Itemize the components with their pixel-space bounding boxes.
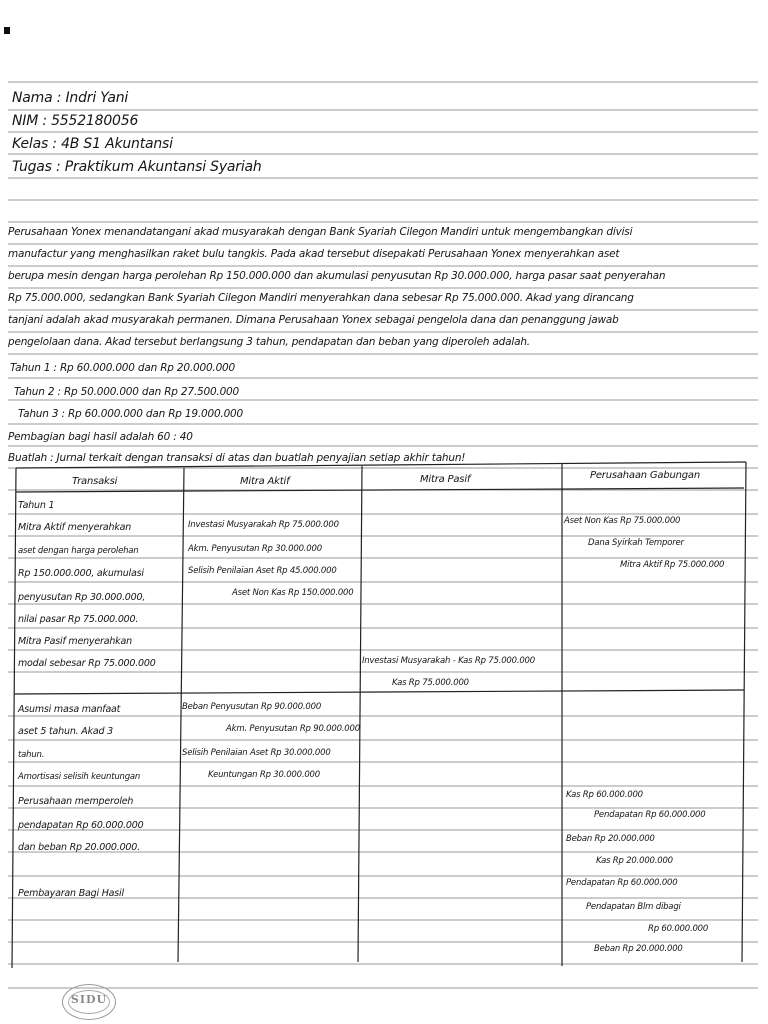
transaksi-line: pendapatan Rp 60.000.000 <box>18 820 144 831</box>
paragraph-line: tanjani adalah akad musyarakah permanen. Dimana Perusahaan Yonex sebagai pengelola dana dan penanggung jawab <box>8 314 619 326</box>
transaksi-line: aset 5 tahun. Akad 3 <box>18 726 113 737</box>
mitra-pasif-line: Investasi Musyarakah - Kas Rp 75.000.000 <box>362 656 535 666</box>
mitra-aktif-line: Selisih Penilaian Aset Rp 45.000.000 <box>188 566 337 576</box>
gabungan-line: Pendapatan Rp 60.000.000 <box>594 810 706 820</box>
gabungan-line: Beban Rp 20.000.000 <box>594 944 683 954</box>
transaksi-line: modal sebesar Rp 75.000.000 <box>18 658 156 669</box>
transaksi-line: Rp 150.000.000, akumulasi <box>18 568 144 579</box>
mitra-aktif-line: Akm. Penyusutan Rp 30.000.000 <box>188 544 322 554</box>
ratio-line: Pembagian bagi hasil adalah 60 : 40 <box>8 431 193 443</box>
gabungan-line: Pendapatan Blm dibagi <box>586 902 681 912</box>
gabungan-line: Rp 60.000.000 <box>648 924 709 934</box>
paragraph-line: Rp 75.000.000, sedangkan Bank Syariah Cilegon Mandiri menyerahkan dana sebesar Rp 75.000.000. Akad yang dirancang <box>8 292 634 304</box>
gabungan-line: Pendapatan Rp 60.000.000 <box>566 878 678 888</box>
transaksi-line: tahun. <box>18 750 45 760</box>
table-header-mitra-pasif: Mitra Pasif <box>420 474 471 485</box>
gabungan-line: Kas Rp 20.000.000 <box>596 856 673 866</box>
corner-mark <box>4 27 10 34</box>
mitra-aktif-line: Selisih Penilaian Aset Rp 30.000.000 <box>182 748 331 758</box>
transaksi-line: Amortisasi selisih keuntungan <box>18 772 141 782</box>
transaksi-line: penyusutan Rp 30.000.000, <box>18 592 146 603</box>
table-header-mitra-aktif: Mitra Aktif <box>240 476 290 487</box>
mitra-pasif-line: Kas Rp 75.000.000 <box>392 678 469 688</box>
gabungan-line: Beban Rp 20.000.000 <box>566 834 655 844</box>
gabungan-line: Dana Syirkah Temporer <box>588 538 684 548</box>
paragraph-line: manufactur yang menghasilkan raket bulu tangkis. Pada akad tersebut disepakati Perusahaan Yonex menyerahkan aset <box>8 248 620 260</box>
mitra-aktif-line: Akm. Penyusutan Rp 90.000.000 <box>226 724 360 734</box>
brand-seal-logo <box>62 984 116 1020</box>
gabungan-line: Mitra Aktif Rp 75.000.000 <box>620 560 725 570</box>
transaksi-line: Perusahaan memperoleh <box>18 796 134 807</box>
transaksi-line: Mitra Pasif menyerahkan <box>18 636 132 647</box>
header-tugas: Tugas : Praktikum Akuntansi Syariah <box>12 159 262 175</box>
gabungan-line: Kas Rp 60.000.000 <box>566 790 643 800</box>
mitra-aktif-line: Aset Non Kas Rp 150.000.000 <box>232 588 354 598</box>
table-header-transaksi: Transaksi <box>72 476 118 487</box>
year-line: Tahun 2 : Rp 50.000.000 dan Rp 27.500.000 <box>14 386 240 398</box>
paragraph-line: Perusahaan Yonex menandatangani akad musyarakah dengan Bank Syariah Cilegon Mandiri untuk mengembangkan divisi <box>8 226 633 238</box>
transaksi-line: Pembayaran Bagi Hasil <box>18 888 124 899</box>
transaksi-line: Tahun 1 <box>18 500 55 511</box>
paragraph-line: berupa mesin dengan harga perolehan Rp 150.000.000 dan akumulasi penyusutan Rp 30.000.000, harga pasar saat penyerahan <box>8 270 666 282</box>
header-nim: NIM : 5552180056 <box>12 113 139 129</box>
year-line: Tahun 3 : Rp 60.000.000 dan Rp 19.000.000 <box>18 408 244 420</box>
header-kelas: Kelas : 4B S1 Akuntansi <box>12 136 173 152</box>
transaksi-line: aset dengan harga perolehan <box>18 546 139 556</box>
transaksi-line: dan beban Rp 20.000.000. <box>18 842 140 853</box>
header-nama: Nama : Indri Yani <box>12 90 129 106</box>
brand-seal-text: SIDU <box>70 993 108 1006</box>
mitra-aktif-line: Investasi Musyarakah Rp 75.000.000 <box>188 520 339 530</box>
gabungan-line: Aset Non Kas Rp 75.000.000 <box>564 516 681 526</box>
transaksi-line: nilai pasar Rp 75.000.000. <box>18 614 139 625</box>
instruction-line: Buatlah : Jurnal terkait dengan transaksi di atas dan buatlah penyajian setiap akhir tahun! <box>8 452 466 464</box>
paragraph-line: pengelolaan dana. Akad tersebut berlangsung 3 tahun, pendapatan dan beban yang diperoleh adalah. <box>8 336 530 348</box>
mitra-aktif-line: Keuntungan Rp 30.000.000 <box>208 770 320 780</box>
table-header-gabungan: Perusahaan Gabungan <box>590 470 700 481</box>
transaksi-line: Mitra Aktif menyerahkan <box>18 522 132 533</box>
mitra-aktif-line: Beban Penyusutan Rp 90.000.000 <box>182 702 322 712</box>
year-line: Tahun 1 : Rp 60.000.000 dan Rp 20.000.000 <box>10 362 236 374</box>
transaksi-line: Asumsi masa manfaat <box>18 704 121 715</box>
